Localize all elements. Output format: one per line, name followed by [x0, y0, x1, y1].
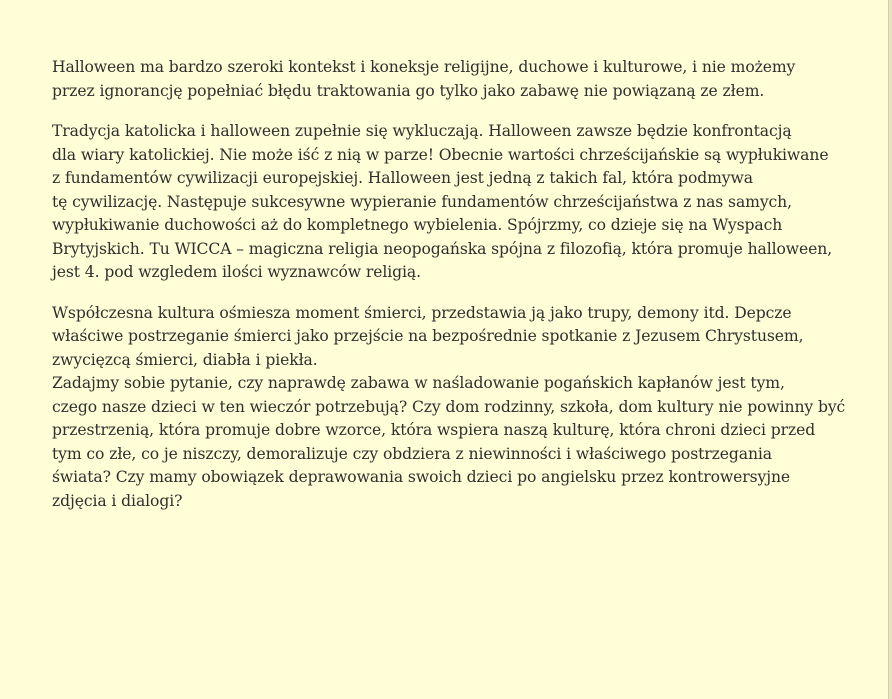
text-line: tym co złe, co je niszczy, demoralizuje czy obdziera z niewinności i właściwego postrzegania — [52, 444, 772, 463]
text-line: dla wiary katolickiej. Nie może iść z nią w parze! Obecnie wartości chrześcijańskie są wypłukiwane — [52, 145, 829, 164]
page-edge-divider — [888, 0, 892, 699]
paragraph-1 — [52, 56, 852, 103]
paragraph-3 — [52, 302, 852, 514]
text-line: zwycięzcą śmierci, diabła i piekła. — [52, 350, 318, 369]
text-line: jest 4. pod wzgledem ilości wyznawców religią. — [52, 263, 421, 281]
text-line: Zadajmy sobie pytanie, czy naprawdę zabawa w naśladowanie pogańskich kapłanów jest tym, — [52, 374, 785, 392]
text-line: wypłukiwanie duchowości aż do kompletnego wybielenia. Spójrzmy, co dzieje się na Wyspach — [52, 216, 783, 234]
text-line: tę cywilizację. Następuje sukcesywne wypieranie fundamentów chrześcijaństwa z nas samych, — [52, 192, 792, 211]
text-line: Tradycja katolicka i halloween zupełnie się wykluczają. Halloween zawsze będzie konfrontacją — [52, 122, 792, 140]
text-line: zdjęcia i dialogi? — [52, 491, 183, 510]
text-line: przez ignorancję popełniać błędu traktowania go tylko jako zabawę nie powiązaną ze złem. — [52, 81, 765, 100]
text-line: Halloween ma bardzo szeroki kontekst i koneksje religijne, duchowe i kulturowe, i nie możemy — [52, 58, 796, 76]
text-line: z fundamentów cywilizacji europejskiej. Halloween jest jedną z takich fal, która podmywa — [52, 169, 753, 187]
article-text — [52, 56, 852, 530]
paragraph-2 — [52, 120, 852, 285]
text-line: Brytyjskich. Tu WICCA – magiczna religia neopogańska spójna z filozofią, która promuje halloween, — [52, 239, 833, 258]
text-line: przestrzenią, która promuje dobre wzorce, która wspiera naszą kulturę, która chroni dzieci przed — [52, 421, 816, 439]
text-line: właściwe postrzeganie śmierci jako przejście na bezpośrednie spotkanie z Jezusem Chrystusem, — [52, 327, 804, 345]
text-line: Współczesna kultura ośmiesza moment śmierci, przedstawia ją jako trupy, demony itd. Depcze — [52, 303, 792, 322]
text-line: czego nasze dzieci w ten wieczór potrzebują? Czy dom rodzinny, szkoła, dom kultury nie powinny być — [52, 397, 846, 416]
text-line: świata? Czy mamy obowiązek deprawowania swoich dzieci po angielsku przez kontrowersyjne — [52, 468, 791, 486]
